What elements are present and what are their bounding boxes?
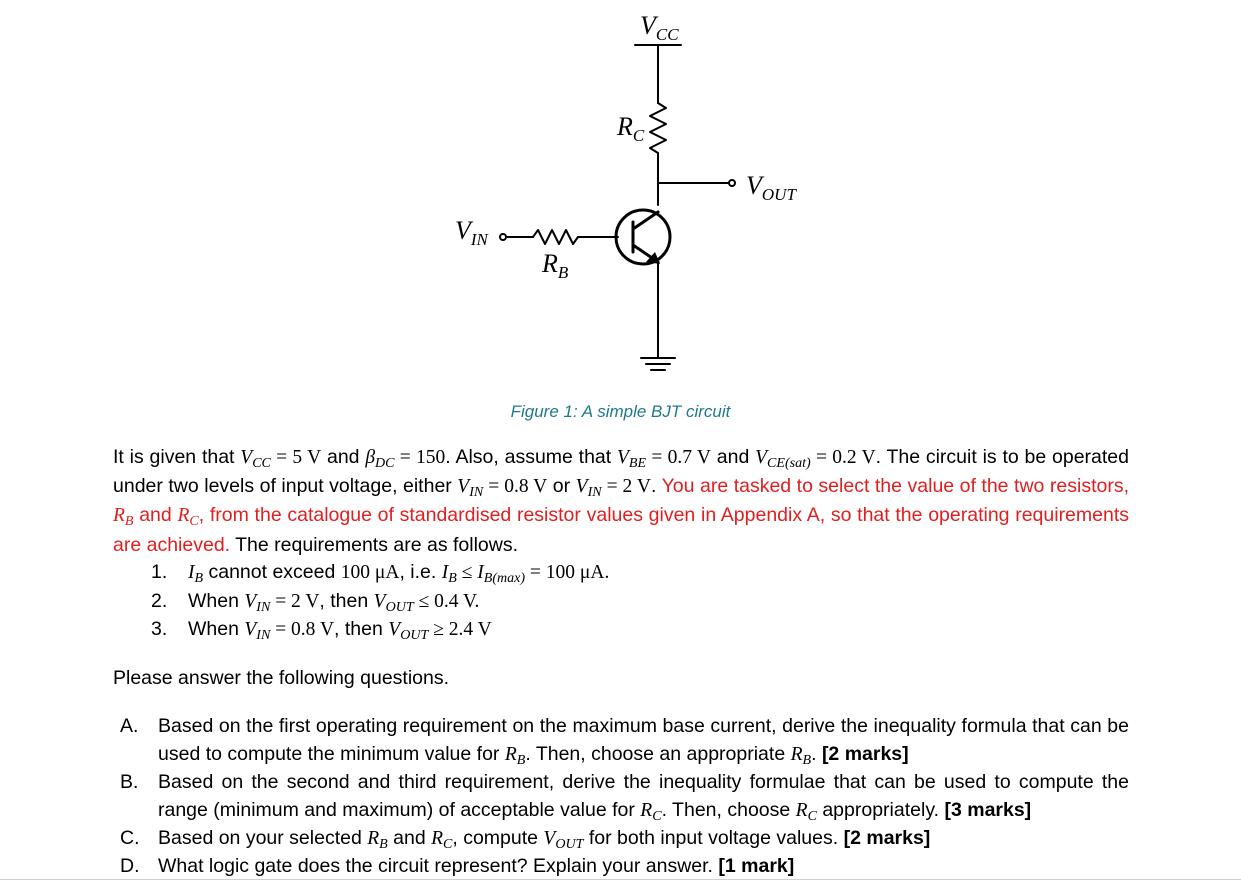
question-a: A. Based on the first operating requirement on the maximum base current, derive the inequality formula that can be used to compute the minimum value for $R_B$. Then, choose an appropriate $R_B$. [2 marks]: [120, 715, 1129, 769]
marks-badge: [3 marks]: [944, 799, 1032, 822]
marks-badge: [2 marks]: [843, 827, 931, 849]
question-b: B. Based on the second and third requirement, derive the inequality formulae that can be used to compute the range (minimum and maximum) of acceptable value for $R_C$. Then, choose $R_C$ appropriately. [3 marks]: [120, 771, 1129, 825]
vin-label: $V_{IN}$: [455, 216, 488, 249]
vout-terminal: [729, 180, 735, 186]
marks-badge: [2 marks]: [821, 743, 909, 766]
transistor-body: [616, 210, 670, 264]
rb-label: $R_B$: [542, 249, 569, 282]
rc-label: $R_C$: [617, 112, 645, 145]
vout-label: $V_{OUT}$: [746, 171, 796, 204]
transistor-collector: [633, 212, 658, 229]
rc-resistor: [650, 103, 666, 153]
requirement-2: 2. When $V_{IN} = 2$ V, then $V_{OUT} \le 0.4$ V.: [151, 590, 480, 616]
given-paragraph: It is given that $V_{CC} = 5$ V and $\beta_{DC} = 150$. Also, assume that $V_{BE} = 0.7$ V and $V_{CE(sat)} = 0.2$ V. The circuit is to be operated under two levels of input voltage, either $V_{IN} = 0.8$ V or $V_{IN} = 2$ V. You are tasked to select the value of the two resistors, $R_B$ and $R_C$, from the catalogue of standardised resistor values given in Appendix A, so that the operating requirements are achieved. The requirements are as follows.: [113, 446, 1130, 556]
task-statement: You are tasked to select the value of the two resistors, $R_B$ and $R_C$, from the catalogue of standardised resistor values given in Appendix A, so that the operating requirements are achieved.: [113, 475, 1130, 556]
vcc-label: $V_{CC}$: [640, 11, 679, 44]
question-d: D. What logic gate does the circuit represent? Explain your answer. [1 mark]: [120, 855, 795, 877]
page-bottom-edge: [0, 879, 1241, 880]
marks-badge: [1 mark]: [718, 855, 795, 877]
requirement-1: 1. $I_B$ cannot exceed 100 μA, i.e. $I_B \le I_{B(max)} = 100$ μA.: [151, 561, 610, 587]
questions-prompt: Please answer the following questions.: [113, 667, 450, 689]
requirement-3: 3. When $V_{IN} = 0.8$ V, then $V_{OUT} \ge 2.4$ V: [151, 618, 492, 644]
question-c: C. Based on your selected $R_B$ and $R_C$, compute $V_{OUT}$ for both input voltage values. [2 marks]: [120, 827, 931, 853]
figure-caption: Figure 1: A simple BJT circuit: [510, 402, 731, 421]
rb-resistor: [533, 230, 578, 244]
bjt-circuit-diagram: [0, 0, 1241, 400]
